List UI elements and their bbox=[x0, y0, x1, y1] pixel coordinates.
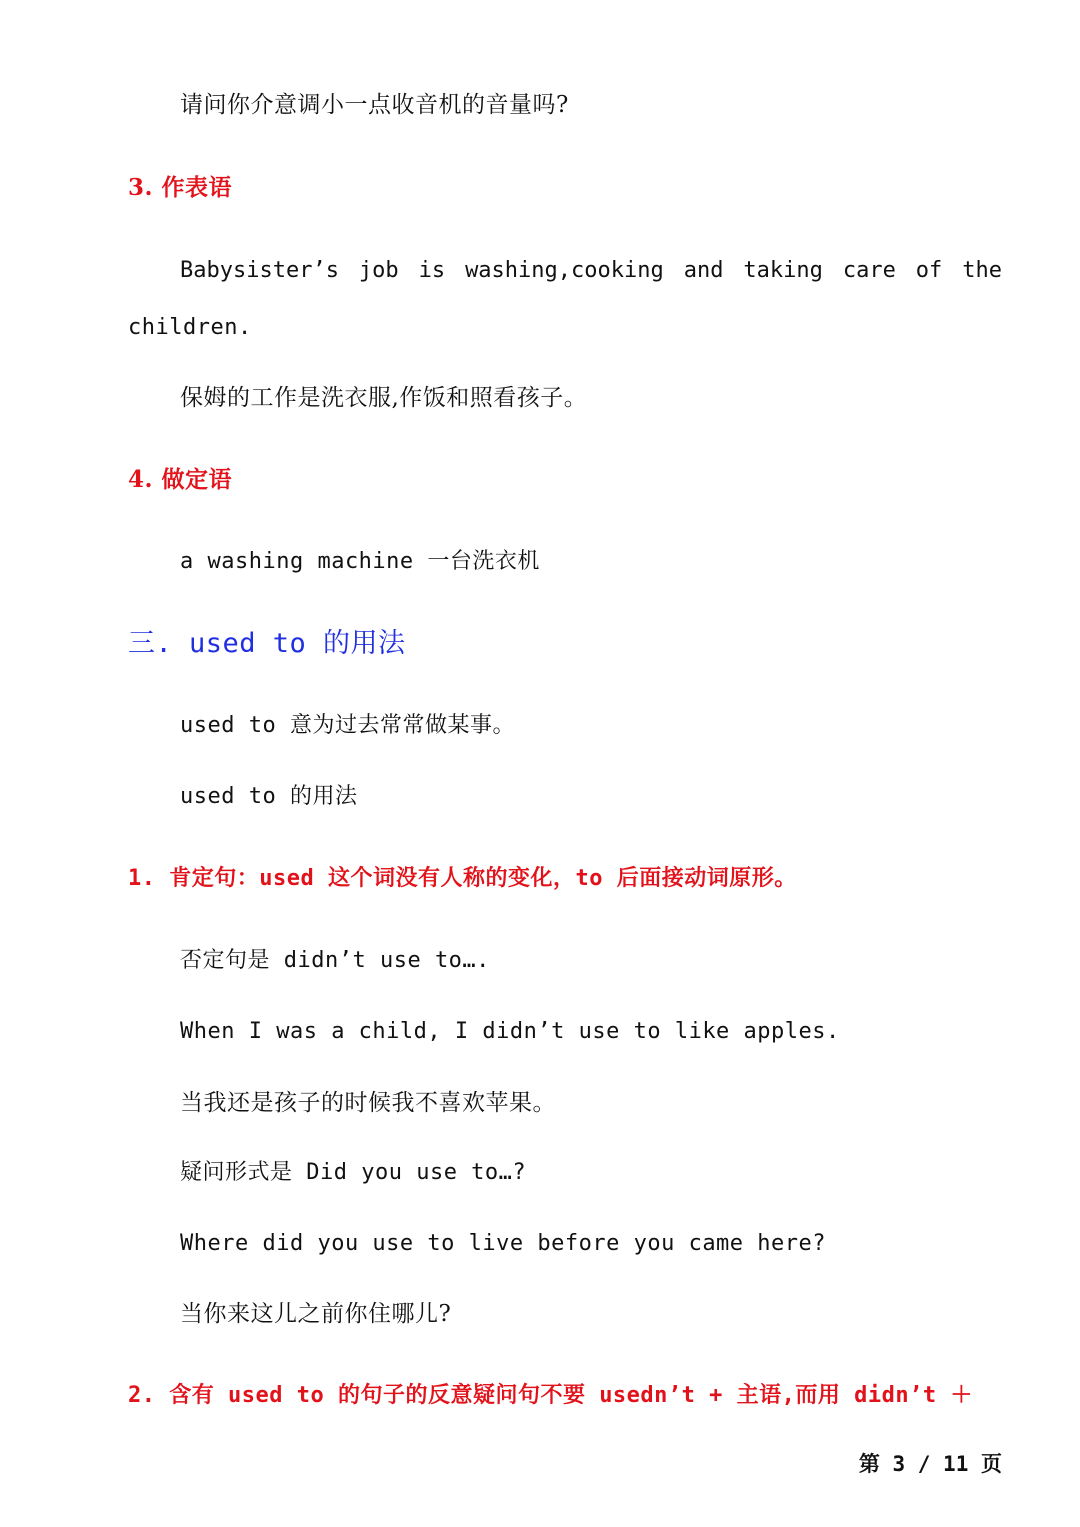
heading-affirmative: 1. 肯定句：used 这个词没有人称的变化，to 后面接动词原形。 bbox=[128, 866, 797, 891]
word: the bbox=[962, 258, 1002, 283]
example-where-en: Where did you use to live before you came here? bbox=[180, 1231, 827, 1256]
example-washing-machine: a washing machine 一台洗衣机 bbox=[180, 549, 540, 574]
word: of bbox=[915, 258, 943, 283]
section-title-used-to: 三. used to 的用法 bbox=[128, 628, 406, 659]
sentence-babysister-en bbox=[180, 256, 1002, 286]
word: job bbox=[358, 258, 399, 283]
heading-attributive: 4. 做定语 bbox=[128, 466, 233, 493]
page-number: 第 3 / 11 页 bbox=[858, 1452, 1002, 1476]
sentence-babysister-cn: 保姆的工作是洗衣服,作饭和照看孩子。 bbox=[180, 385, 588, 411]
sentence-radio-volume-cn: 请问你介意调小一点收音机的音量吗? bbox=[180, 92, 569, 118]
heading-predicative: 3. 作表语 bbox=[128, 174, 233, 201]
example-child-en: When I was a child, I didn’t use to like apples. bbox=[180, 1019, 840, 1044]
heading-tag-question: 2. 含有 used to 的句子的反意疑问句不要 usedn’t + 主语,而用 didn’t ＋ bbox=[128, 1383, 973, 1408]
word: taking bbox=[743, 258, 823, 283]
word: is bbox=[418, 258, 446, 283]
negative-form: 否定句是 didn’t use to…. bbox=[180, 948, 490, 973]
used-to-usage: used to 的用法 bbox=[180, 784, 358, 809]
word: and bbox=[683, 258, 724, 283]
sentence-babysister-en-cont: children. bbox=[128, 315, 252, 340]
used-to-meaning: used to 意为过去常常做某事。 bbox=[180, 713, 515, 738]
word: washing,cooking bbox=[465, 258, 664, 283]
word: Babysister’s bbox=[180, 258, 339, 283]
example-child-cn: 当我还是孩子的时候我不喜欢苹果。 bbox=[180, 1090, 556, 1116]
word: care bbox=[842, 258, 896, 283]
question-form: 疑问形式是 Did you use to…? bbox=[180, 1160, 527, 1185]
example-where-cn: 当你来这儿之前你住哪儿? bbox=[180, 1301, 452, 1327]
